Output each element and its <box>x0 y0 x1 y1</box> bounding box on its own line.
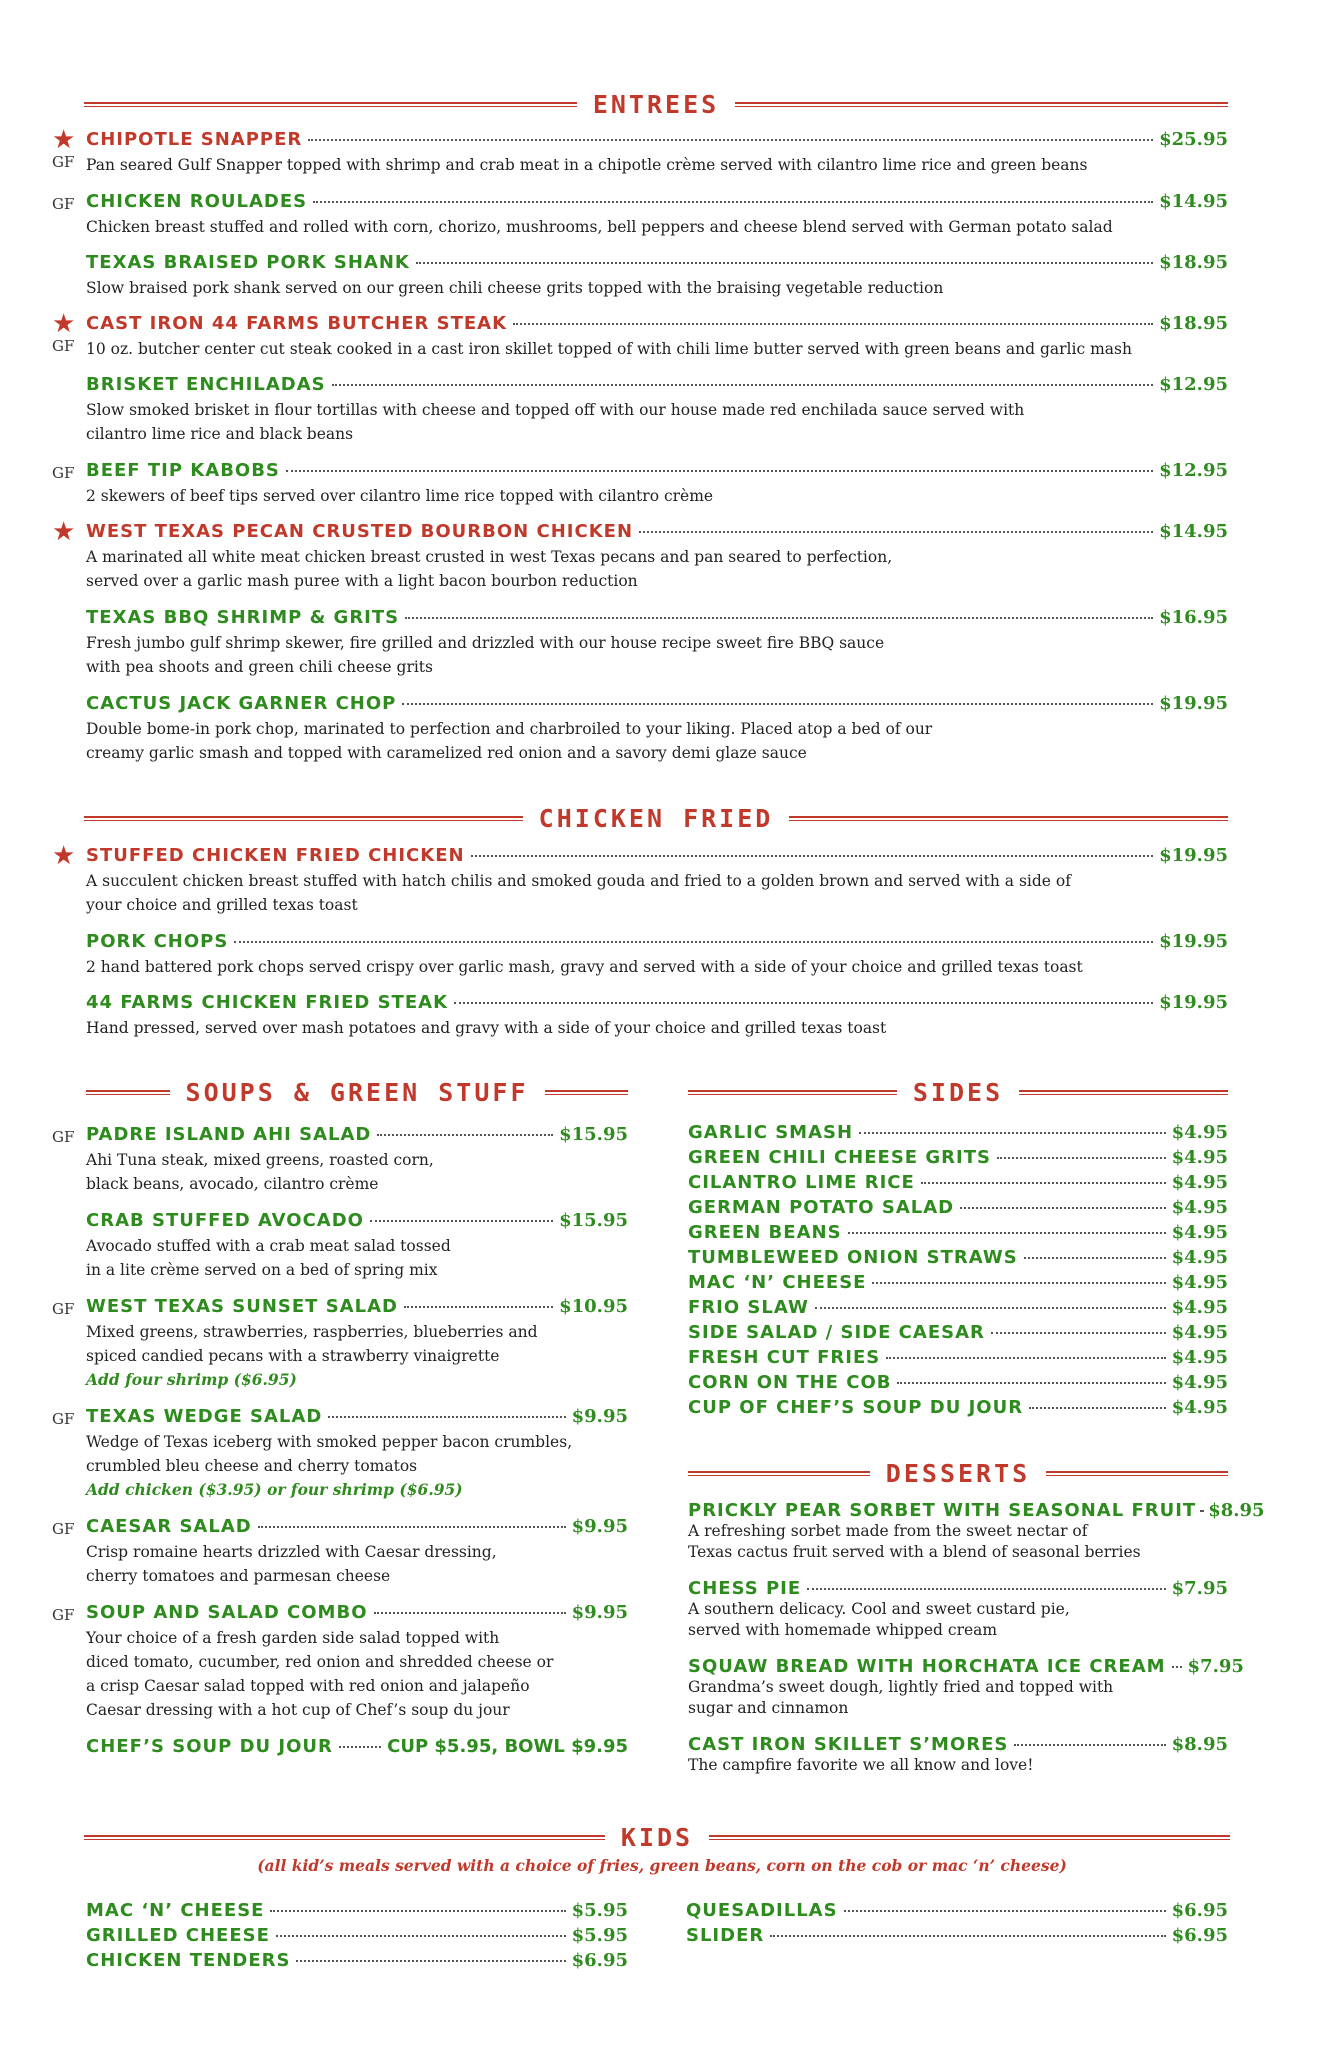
menu-item <box>688 1500 1265 1563</box>
menu-item <box>86 607 1228 679</box>
header-rule <box>1046 1471 1228 1476</box>
item-description: A succulent chicken breast stuffed with hatch chilis and smoked gouda and fried to a golden brown and served with a side of your choice and grilled texas toast <box>86 872 1071 914</box>
item-name: TEXAS BRAISED PORK SHANK <box>86 252 410 273</box>
item-name: GARLIC SMASH <box>688 1122 854 1143</box>
side-item <box>688 1122 1228 1147</box>
menu-item <box>688 1578 1228 1641</box>
item-price: $7.95 <box>1171 1578 1228 1599</box>
item-price: $12.95 <box>1159 460 1228 481</box>
menu-item <box>86 992 1228 1040</box>
menu-item <box>52 125 1228 177</box>
item-name: SLIDER <box>686 1925 765 1946</box>
item-name: FRESH CUT FRIES <box>688 1347 881 1368</box>
item-description: A refreshing sorbet made from the sweet nectar of Texas cactus fruit served with a blend of seasonal berries <box>688 1522 1141 1561</box>
item-price: $19.95 <box>1159 992 1228 1013</box>
side-item <box>688 1147 1228 1172</box>
kids-item <box>686 1900 1228 1925</box>
item-price: $4.95 <box>1171 1222 1228 1243</box>
item-description: Mixed greens, strawberries, raspberries, blueberries and spiced candied pecans with a strawberry vinaigrette <box>86 1323 538 1365</box>
item-name: CHICKEN TENDERS <box>86 1950 291 1971</box>
item-addon: Add chicken ($3.95) or four shrimp ($6.95) <box>86 1480 463 1499</box>
item-name: CHEF’S SOUP DU JOUR <box>86 1736 333 1757</box>
item-name: CHESS PIE <box>688 1578 802 1599</box>
item-price: $4.95 <box>1171 1197 1228 1218</box>
menu-item <box>86 374 1228 446</box>
menu-item <box>52 460 1228 508</box>
item-description: Hand pressed, served over mash potatoes and gravy with a side of your choice and grilled texas toast <box>86 1019 887 1037</box>
kids-item <box>86 1950 628 1975</box>
item-price: $4.95 <box>1171 1247 1228 1268</box>
kids-note: (all kid’s meals served with a choice of fries, green beans, corn on the cob or mac ‘n’ cheese) <box>257 1856 1067 1875</box>
gluten-free-badge: GF <box>52 1606 75 1624</box>
side-item <box>688 1172 1228 1197</box>
side-item <box>688 1397 1228 1422</box>
item-addon: Add four shrimp ($6.95) <box>86 1370 297 1389</box>
item-name: 44 FARMS CHICKEN FRIED STEAK <box>86 992 449 1013</box>
item-name: PORK CHOPS <box>86 931 229 952</box>
item-description: A marinated all white meat chicken breast crusted in west Texas pecans and pan seared to perfection, served over a garlic mash puree with a light bacon bourbon reduction <box>86 548 893 590</box>
item-name: CHICKEN ROULADES <box>86 191 308 212</box>
item-name: SOUP AND SALAD COMBO <box>86 1602 368 1623</box>
item-price: $19.95 <box>1159 845 1228 866</box>
item-price: $4.95 <box>1171 1147 1228 1168</box>
item-price: $5.95 <box>571 1925 628 1946</box>
section-title: DESSERTS <box>885 1459 1031 1488</box>
section-title: CHICKEN FRIED <box>538 804 774 833</box>
item-name: BEEF TIP KABOBS <box>86 460 280 481</box>
header-rule <box>688 1471 870 1476</box>
item-price: $9.95 <box>571 1406 628 1427</box>
item-name: CACTUS JACK GARNER CHOP <box>86 693 397 714</box>
section-title: ENTREES <box>592 90 720 119</box>
item-name: CHIPOTLE SNAPPER <box>86 129 303 150</box>
section-header-entrees <box>84 90 1228 119</box>
menu-item <box>86 252 1228 300</box>
item-description: 2 skewers of beef tips served over cilantro lime rice topped with cilantro crème <box>86 487 714 505</box>
gluten-free-badge: GF <box>52 1128 75 1146</box>
item-price: $12.95 <box>1159 374 1228 395</box>
item-price: $19.95 <box>1159 931 1228 952</box>
star-icon: ★ <box>52 309 76 339</box>
item-name: PADRE ISLAND AHI SALAD <box>86 1124 372 1145</box>
gluten-free-badge: GF <box>52 1410 75 1428</box>
item-name: GRILLED CHEESE <box>86 1925 270 1946</box>
side-item <box>688 1197 1228 1222</box>
side-item <box>688 1222 1228 1247</box>
item-price: $6.95 <box>571 1950 628 1971</box>
header-rule <box>1019 1090 1228 1095</box>
header-rule <box>86 1090 170 1095</box>
item-name: TUMBLEWEED ONION STRAWS <box>688 1247 1018 1268</box>
section-header-soups <box>86 1078 628 1107</box>
menu-item <box>688 1734 1228 1776</box>
section-header-chicken-fried <box>84 804 1228 833</box>
item-price: $5.95 <box>571 1900 628 1921</box>
item-description: Your choice of a fresh garden side salad topped with diced tomato, cucumber, red onion and shredded cheese or a crisp Caesar salad topped with red onion and jalapeño Caesar dressing with a hot cup of Chef’s soup du jour <box>86 1629 554 1719</box>
menu-item <box>52 841 1228 917</box>
gluten-free-badge: GF <box>52 337 75 355</box>
header-rule <box>84 1835 605 1840</box>
item-name: PRICKLY PEAR SORBET WITH SEASONAL FRUIT <box>688 1500 1197 1521</box>
section-header-sides <box>688 1078 1228 1107</box>
item-name: SIDE SALAD / SIDE CAESAR <box>688 1322 985 1343</box>
item-price: $15.95 <box>559 1124 628 1145</box>
item-name: FRIO SLAW <box>688 1297 809 1318</box>
gluten-free-badge: GF <box>52 153 75 171</box>
kids-item <box>86 1925 628 1950</box>
section-title: SIDES <box>912 1078 1004 1107</box>
item-name: CAST IRON 44 FARMS BUTCHER STEAK <box>86 313 508 334</box>
section-header-kids <box>84 1823 1230 1852</box>
item-description: The campfire favorite we all know and love! <box>688 1756 1034 1774</box>
item-description: Chicken breast stuffed and rolled with corn, chorizo, mushrooms, bell peppers and cheese blend served with German potato salad <box>86 218 1113 236</box>
header-rule <box>84 816 523 821</box>
menu-item <box>86 1210 628 1282</box>
item-price: $9.95 <box>571 1516 628 1537</box>
item-name: TEXAS WEDGE SALAD <box>86 1406 323 1427</box>
item-description: Pan seared Gulf Snapper topped with shrimp and crab meat in a chipotle crème served with cilantro lime rice and green beans <box>86 156 1088 174</box>
item-name: BRISKET ENCHILADAS <box>86 374 326 395</box>
gluten-free-badge: GF <box>52 1300 75 1318</box>
side-item <box>688 1322 1228 1347</box>
side-item <box>688 1272 1228 1297</box>
item-price: $4.95 <box>1171 1397 1228 1418</box>
item-name: STUFFED CHICKEN FRIED CHICKEN <box>86 845 465 866</box>
menu-item <box>86 931 1228 979</box>
menu-item <box>52 1602 628 1722</box>
item-price: $7.95 <box>1187 1656 1244 1677</box>
item-price: $15.95 <box>559 1210 628 1231</box>
item-description: Slow braised pork shank served on our green chili cheese grits topped with the braising vegetable reduction <box>86 279 944 297</box>
item-price: $25.95 <box>1159 129 1228 150</box>
side-item <box>688 1372 1228 1397</box>
item-name: TEXAS BBQ SHRIMP & GRITS <box>86 607 400 628</box>
kids-item <box>86 1900 628 1925</box>
star-icon: ★ <box>52 125 76 155</box>
header-rule <box>545 1090 629 1095</box>
gluten-free-badge: GF <box>52 1520 75 1538</box>
item-name: GREEN BEANS <box>688 1222 842 1243</box>
section-header-desserts <box>688 1459 1228 1488</box>
item-description: Avocado stuffed with a crab meat salad tossed in a lite crème served on a bed of spring mix <box>86 1237 451 1279</box>
star-icon: ★ <box>52 517 76 547</box>
item-name: WEST TEXAS PECAN CRUSTED BOURBON CHICKEN <box>86 521 634 542</box>
item-description: Fresh jumbo gulf shrimp skewer, fire grilled and drizzled with our house recipe sweet fire BBQ sauce with pea shoots and green chili cheese grits <box>86 634 885 676</box>
item-name: CAESAR SALAD <box>86 1516 252 1537</box>
item-price: $14.95 <box>1159 521 1228 542</box>
menu-item <box>86 693 1228 765</box>
item-description: 2 hand battered pork chops served crispy over garlic mash, gravy and served with a side of your choice and grilled texas toast <box>86 958 1083 976</box>
item-description: Grandma’s sweet dough, lightly fried and topped with sugar and cinnamon <box>688 1678 1114 1717</box>
item-name: CILANTRO LIME RICE <box>688 1172 915 1193</box>
side-item <box>688 1247 1228 1272</box>
item-price: $8.95 <box>1171 1734 1228 1755</box>
item-price: $4.95 <box>1171 1372 1228 1393</box>
menu-item <box>52 1124 628 1196</box>
menu-item <box>52 1406 628 1502</box>
item-name: CAST IRON SKILLET S’MORES <box>688 1734 1009 1755</box>
item-price: $4.95 <box>1171 1172 1228 1193</box>
item-price: $10.95 <box>559 1296 628 1317</box>
menu-item <box>86 1736 628 1757</box>
item-description: Wedge of Texas iceberg with smoked pepper bacon crumbles, crumbled bleu cheese and cherry tomatos <box>86 1433 573 1475</box>
item-price: $4.95 <box>1171 1272 1228 1293</box>
menu-item <box>52 309 1228 361</box>
menu-item <box>52 1296 628 1392</box>
item-price: $18.95 <box>1159 252 1228 273</box>
menu-item <box>688 1656 1244 1719</box>
header-rule <box>84 102 577 107</box>
side-item <box>688 1347 1228 1372</box>
item-name: GREEN CHILI CHEESE GRITS <box>688 1147 991 1168</box>
star-icon: ★ <box>52 841 76 871</box>
item-price: $8.95 <box>1208 1500 1265 1521</box>
gluten-free-badge: GF <box>52 464 75 482</box>
item-price: $4.95 <box>1171 1347 1228 1368</box>
item-name: SQUAW BREAD WITH HORCHATA ICE CREAM <box>688 1656 1166 1677</box>
item-price: $16.95 <box>1159 607 1228 628</box>
item-name: WEST TEXAS SUNSET SALAD <box>86 1296 398 1317</box>
item-name: QUESADILLAS <box>686 1900 838 1921</box>
header-rule <box>735 102 1228 107</box>
header-rule <box>789 816 1228 821</box>
item-price: $4.95 <box>1171 1297 1228 1318</box>
item-name: CUP OF CHEF’S SOUP DU JOUR <box>688 1397 1024 1418</box>
item-price: CUP $5.95, BOWL $9.95 <box>387 1736 628 1757</box>
gluten-free-badge: GF <box>52 195 75 213</box>
item-description: Slow smoked brisket in flour tortillas with cheese and topped off with our house made red enchilada sauce served with cilantro lime rice and black beans <box>86 401 1025 443</box>
item-name: GERMAN POTATO SALAD <box>688 1197 955 1218</box>
item-price: $4.95 <box>1171 1322 1228 1343</box>
item-price: $18.95 <box>1159 313 1228 334</box>
item-description: Double bome-in pork chop, marinated to perfection and charbroiled to your liking. Placed atop a bed of our creamy garlic smash and topped with caramelized red onion and a savory demi glaze sauce <box>86 720 933 762</box>
menu-item <box>52 1516 628 1588</box>
item-price: $6.95 <box>1171 1925 1228 1946</box>
kids-item <box>686 1925 1228 1950</box>
item-description: Crisp romaine hearts drizzled with Caesar dressing, cherry tomatoes and parmesan cheese <box>86 1543 497 1585</box>
section-title: SOUPS & GREEN STUFF <box>185 1078 529 1107</box>
item-description: Ahi Tuna steak, mixed greens, roasted corn, black beans, avocado, cilantro crème <box>86 1151 434 1193</box>
item-price: $6.95 <box>1171 1900 1228 1921</box>
item-description: 10 oz. butcher center cut steak cooked in a cast iron skillet topped of with chili lime butter served with green beans and garlic mash <box>86 340 1132 358</box>
menu-item <box>52 191 1228 239</box>
item-price: $9.95 <box>571 1602 628 1623</box>
item-price: $14.95 <box>1159 191 1228 212</box>
item-name: CORN ON THE COB <box>688 1372 892 1393</box>
header-rule <box>688 1090 897 1095</box>
item-description: A southern delicacy. Cool and sweet custard pie, served with homemade whipped cream <box>688 1600 1070 1639</box>
item-name: CRAB STUFFED AVOCADO <box>86 1210 364 1231</box>
item-name: MAC ‘N’ CHEESE <box>86 1900 265 1921</box>
item-price: $4.95 <box>1171 1122 1228 1143</box>
header-rule <box>709 1835 1230 1840</box>
side-item <box>688 1297 1228 1322</box>
menu-item <box>52 517 1228 593</box>
section-title: KIDS <box>620 1823 694 1852</box>
item-price: $19.95 <box>1159 693 1228 714</box>
item-name: MAC ‘N’ CHEESE <box>688 1272 867 1293</box>
